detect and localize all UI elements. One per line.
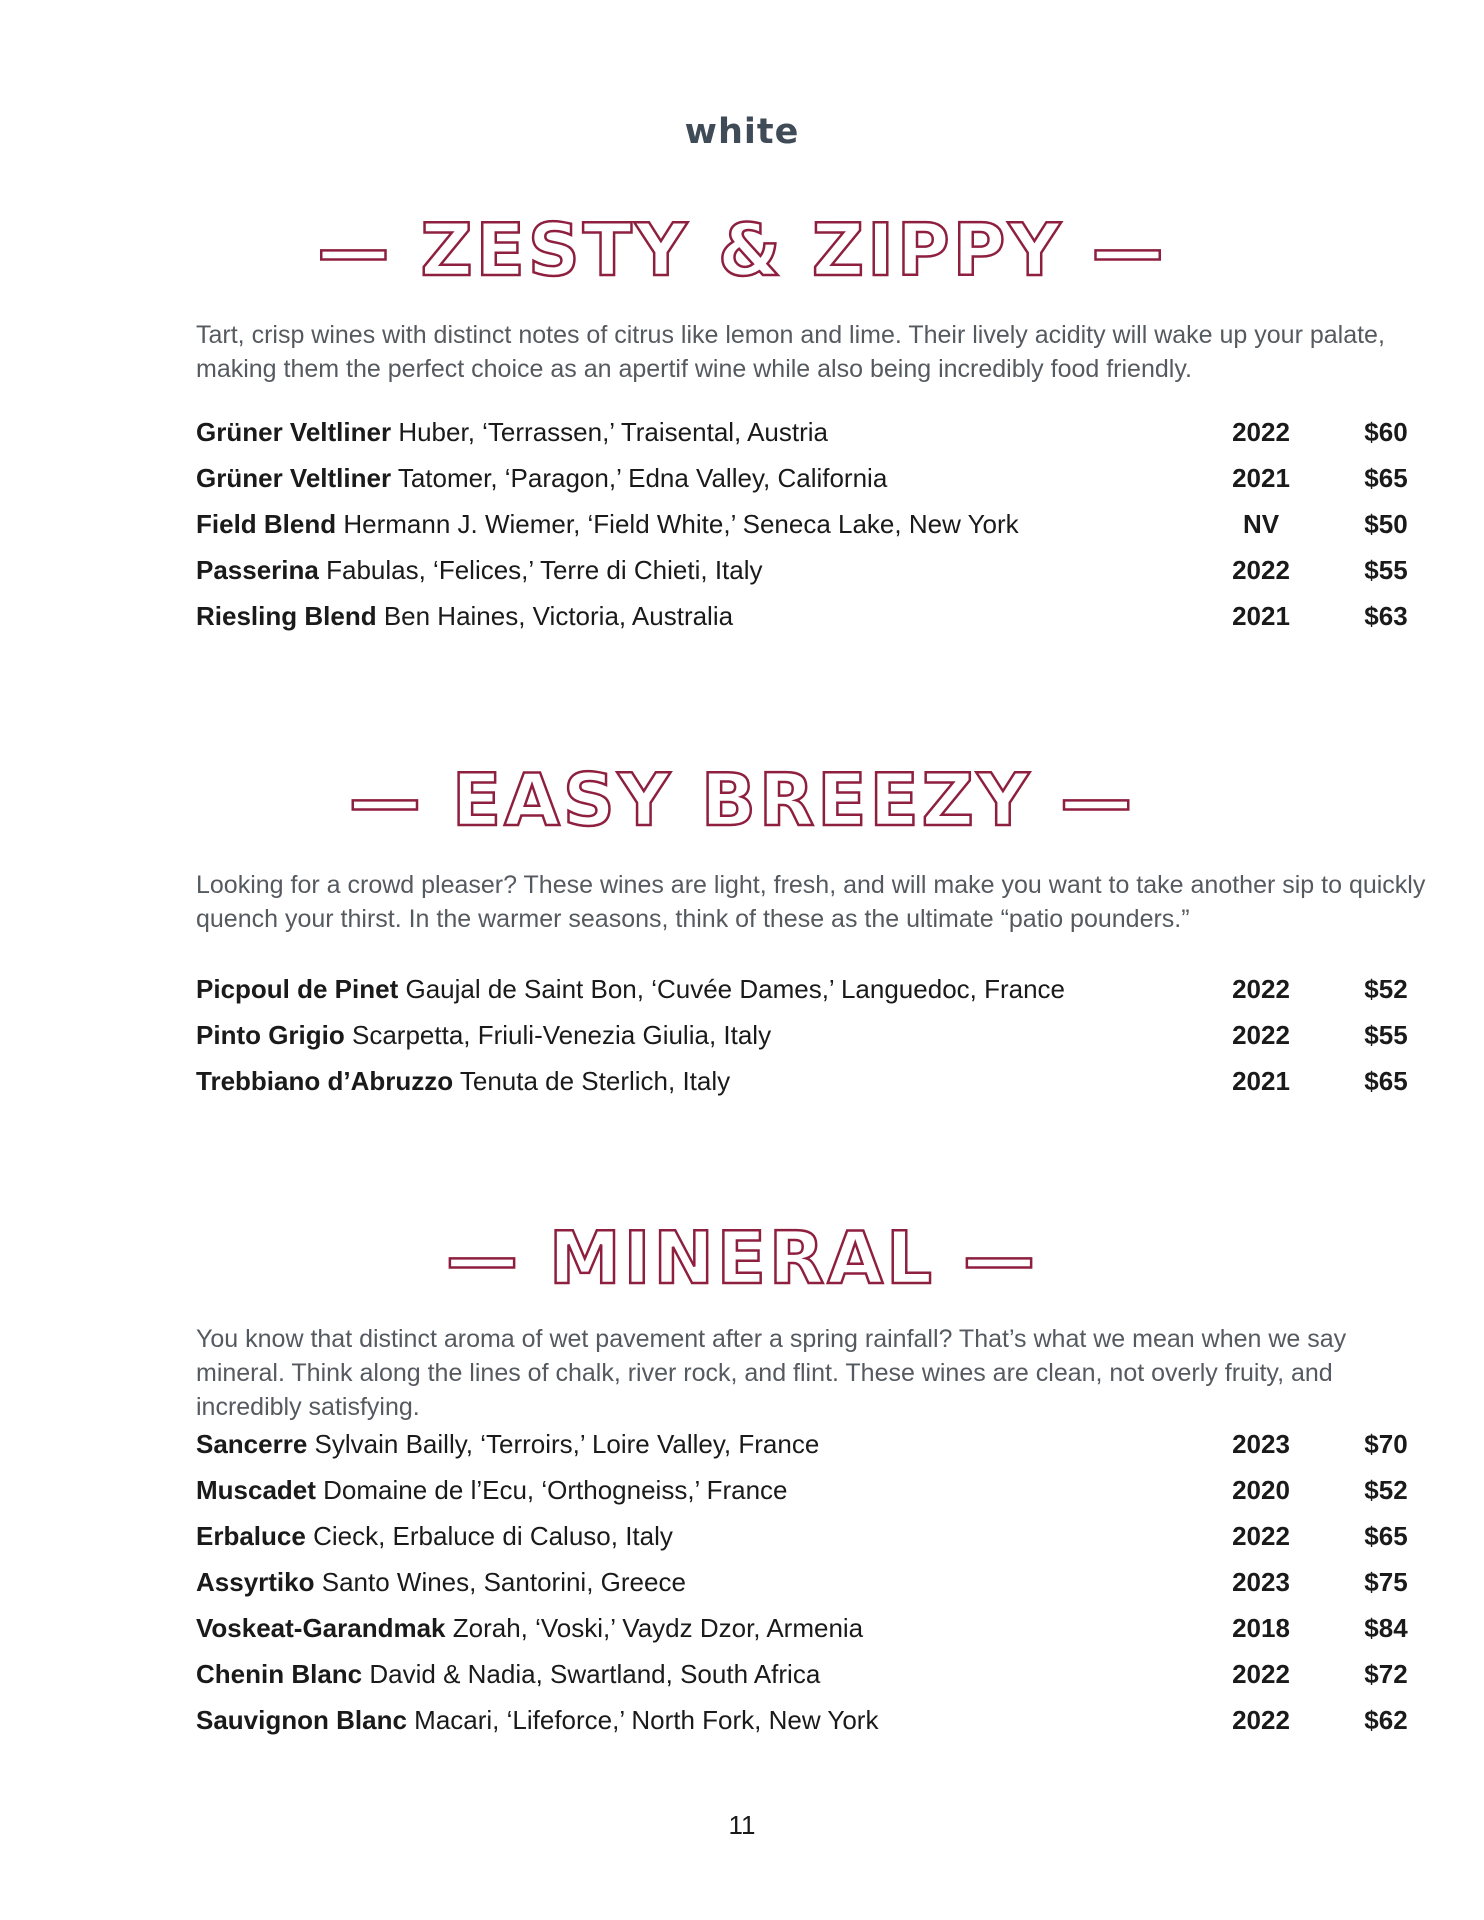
wine-price: $52	[1364, 1475, 1408, 1505]
wine-producer: Santo Wines, Santorini, Greece	[321, 1567, 686, 1597]
wine-year: 2021	[1232, 601, 1290, 631]
section-description: You know that distinct aroma of wet pavement after a spring rainfall? That’s what we mean when we say mineral. Think along the lines of chalk, river rock, and flint. These wines are clean, not overly fruity, and incredibly satisfying.	[196, 1325, 1347, 1421]
section-mineral	[0, 1218, 1484, 1298]
wine-grape: Riesling Blend	[196, 601, 377, 631]
section-title-text: MINERAL	[549, 1216, 935, 1300]
wine-row	[196, 1058, 1408, 1104]
wine-row	[196, 1467, 1408, 1513]
wine-year: 2020	[1232, 1475, 1290, 1505]
wine-price: $62	[1364, 1705, 1408, 1735]
wine-grape: Grüner Veltliner	[196, 417, 392, 447]
wine-year: 2022	[1232, 417, 1290, 447]
wine-price: $65	[1364, 463, 1408, 493]
wine-year: 2022	[1232, 555, 1290, 585]
wine-producer: Hermann J. Wiemer, ‘Field White,’ Seneca Lake, New York	[343, 509, 1019, 539]
wine-row	[196, 501, 1408, 547]
section-title-text: ZESTY & ZIPPY	[420, 208, 1064, 292]
wine-row	[196, 455, 1408, 501]
wine-price: $65	[1364, 1521, 1408, 1551]
section-zesty-zippy	[0, 210, 1484, 290]
wine-grape: Voskeat-Garandmak	[196, 1613, 446, 1643]
wine-row	[196, 593, 1408, 639]
wine-grape: Erbaluce	[196, 1521, 306, 1551]
wine-list	[196, 966, 1408, 1104]
wine-price: $55	[1364, 1020, 1408, 1050]
section-title	[0, 1218, 1484, 1298]
wine-price: $50	[1364, 509, 1408, 539]
wine-price: $70	[1364, 1429, 1408, 1459]
page-number: 11	[728, 1810, 756, 1840]
title-dash-right: —	[1060, 758, 1136, 842]
wine-price: $72	[1364, 1659, 1408, 1689]
section-title	[0, 760, 1484, 840]
title-dash-right: —	[1091, 208, 1167, 292]
wine-row	[196, 1513, 1408, 1559]
wine-row	[196, 966, 1408, 1012]
wine-year: 2023	[1232, 1429, 1290, 1459]
wine-producer: Domaine de l’Ecu, ‘Orthogneiss,’ France	[323, 1475, 788, 1505]
wine-producer: Macari, ‘Lifeforce,’ North Fork, New York	[414, 1705, 879, 1735]
section-description: Looking for a crowd pleaser? These wines are light, fresh, and will make you want to take another sip to quickly quench your thirst. In the warmer seasons, think of these as the ultimate “patio pounders.”	[196, 871, 1426, 933]
wine-row	[196, 1605, 1408, 1651]
wine-grape: Chenin Blanc	[196, 1659, 363, 1689]
wine-price: $84	[1364, 1613, 1408, 1643]
wine-grape: Pinto Grigio	[196, 1020, 345, 1050]
wine-producer: Fabulas, ‘Felices,’ Terre di Chieti, Italy	[326, 555, 763, 585]
category-heading: white	[684, 112, 800, 152]
wine-producer: Tenuta de Sterlich, Italy	[459, 1066, 731, 1096]
wine-price: $65	[1364, 1066, 1408, 1096]
wine-grape: Muscadet	[196, 1475, 316, 1505]
wine-year: NV	[1242, 509, 1280, 539]
section-description: Tart, crisp wines with distinct notes of citrus like lemon and lime. Their lively acidity will wake up your palate, making them the perfect choice as an apertif wine while also being incredibly food friendly.	[196, 321, 1385, 383]
wine-row	[196, 1651, 1408, 1697]
title-dash-right: —	[963, 1216, 1039, 1300]
wine-year: 2021	[1232, 463, 1290, 493]
title-dash-left: —	[348, 758, 424, 842]
wine-year: 2022	[1232, 974, 1290, 1004]
wine-price: $52	[1364, 974, 1408, 1004]
wine-year: 2021	[1232, 1066, 1290, 1096]
wine-row	[196, 1697, 1408, 1743]
wine-producer: David & Nadia, Swartland, South Africa	[369, 1659, 821, 1689]
wine-row	[196, 547, 1408, 593]
wine-producer: Zorah, ‘Voski,’ Vaydz Dzor, Armenia	[452, 1613, 864, 1643]
wine-price: $75	[1364, 1567, 1408, 1597]
wine-price: $63	[1364, 601, 1408, 631]
section-title-text: EASY BREEZY	[452, 758, 1032, 842]
wine-producer: Gaujal de Saint Bon, ‘Cuvée Dames,’ Languedoc, France	[405, 974, 1066, 1004]
wine-list	[196, 409, 1408, 639]
wine-price: $60	[1364, 417, 1408, 447]
wine-grape: Grüner Veltliner	[196, 463, 392, 493]
wine-list	[196, 1421, 1408, 1743]
wine-producer: Ben Haines, Victoria, Australia	[383, 601, 734, 631]
wine-producer: Cieck, Erbaluce di Caluso, Italy	[313, 1521, 673, 1551]
wine-year: 2018	[1232, 1613, 1290, 1643]
wine-row	[196, 1012, 1408, 1058]
wine-grape: Trebbiano d’Abruzzo	[196, 1066, 454, 1096]
wine-producer: Huber, ‘Terrassen,’ Traisental, Austria	[398, 417, 828, 447]
wine-producer: Scarpetta, Friuli-Venezia Giulia, Italy	[352, 1020, 772, 1050]
wine-producer: Sylvain Bailly, ‘Terroirs,’ Loire Valley, France	[314, 1429, 820, 1459]
wine-year: 2022	[1232, 1705, 1290, 1735]
wine-producer: Tatomer, ‘Paragon,’ Edna Valley, California	[397, 463, 888, 493]
section-easy-breezy	[0, 760, 1484, 840]
section-title	[0, 210, 1484, 290]
wine-grape: Sauvignon Blanc	[196, 1705, 407, 1735]
wine-row	[196, 1421, 1408, 1467]
wine-grape: Assyrtiko	[196, 1567, 315, 1597]
wine-grape: Field Blend	[196, 509, 337, 539]
wine-row	[196, 409, 1408, 455]
wine-year: 2022	[1232, 1521, 1290, 1551]
title-dash-left: —	[445, 1216, 521, 1300]
wine-year: 2022	[1232, 1659, 1290, 1689]
wine-grape: Passerina	[196, 555, 319, 585]
wine-price: $55	[1364, 555, 1408, 585]
wine-grape: Picpoul de Pinet	[196, 974, 399, 1004]
title-dash-left: —	[317, 208, 393, 292]
wine-row	[196, 1559, 1408, 1605]
wine-year: 2022	[1232, 1020, 1290, 1050]
wine-grape: Sancerre	[196, 1429, 308, 1459]
wine-year: 2023	[1232, 1567, 1290, 1597]
